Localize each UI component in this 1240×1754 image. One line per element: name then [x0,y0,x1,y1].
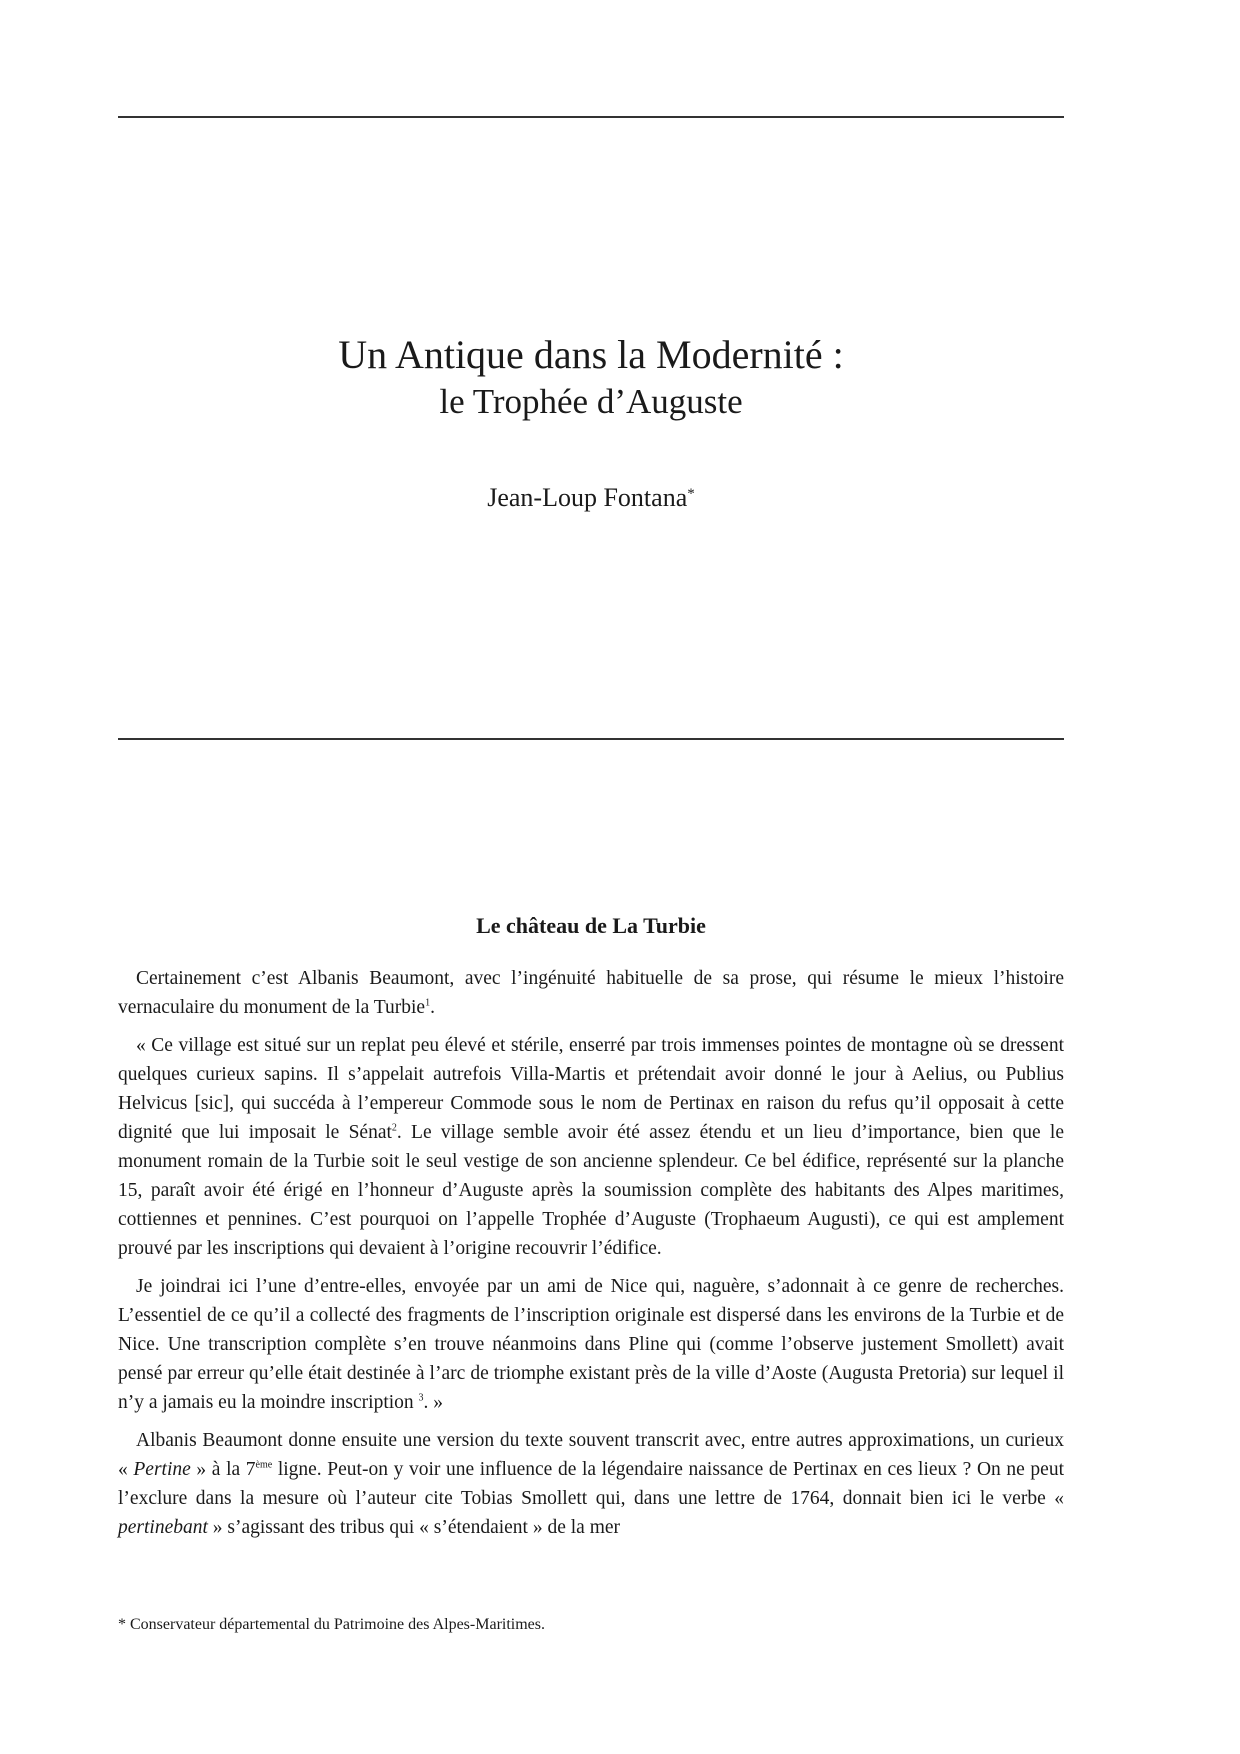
author-footnote-marker: * [687,486,695,502]
paragraph-3-text-a: Je joindrai ici l’une d’entre-elles, envoyée par un ami de Nice qui, naguère, s’adonnait à ce genre de recherches. L’essentiel de ce qu’il a collecté des fragments de l’inscription originale est dispersé dans les environs de la Turbie et de Nice. Une transcription complète s’en trouve néanmoins dans Pline qui (comme l’observe justement Smollett) avait pensé par erreur qu’elle était destinée à l’arc de triomphe existant près de la ville d’Aoste (Augusta Pretoria) sur lequel il n’y a jamais eu la moindre inscription [118,1276,1064,1413]
article-subtitle: le Trophée d’Auguste [439,382,743,421]
paragraph-4-emphasis-2: pertinebant [118,1517,208,1538]
paragraph-1 [118,964,1064,1022]
section-heading: Le château de La Turbie [476,913,706,938]
paragraph-1-end: . [430,997,435,1018]
footnote: * Conservateur départemental du Patrimoine des Alpes-Maritimes. [118,1616,545,1633]
paragraph-4-text-d: » s’agissant des tribus qui « s’étendaient » de la mer [207,1517,621,1538]
paragraph-4-emphasis-1: Pertine [133,1459,191,1480]
paragraph-2-text-b: . Le village semble avoir été assez étendu et un lieu d’importance, bien que le monument romain de la Turbie soit le seul vestige de son ancienne splendeur. Ce bel édifice, représenté sur la planche 15, paraît avoir été érigé en l’honneur d’Auguste après la soumission complète des habitants des Alpes maritimes, cottiennes et pennines. C’est pourquoi on l’appelle Trophée d’Auguste (Trophaeum Augusti), ce qui est amplement prouvé par les inscriptions qui devaient à l’origine recouvrir l’édifice. [118,1122,1064,1259]
middle-rule [118,738,1064,740]
body-text [118,964,1064,1551]
title-block [118,330,1064,424]
note-ref-3: 3 [418,1392,424,1404]
author-line [118,482,1064,514]
paragraph-4 [118,1426,1064,1542]
paragraph-4-text-c: ligne. Peut-on y voir une influence de la légendaire naissance de Pertinax en ces lieux ? On ne peut l’exclure dans la mesure où l’auteur cite Tobias Smollett qui, dans une lettre de 1764, donnait bien ici le verbe « [118,1459,1065,1509]
ordinal-suffix: ème [255,1459,273,1471]
top-rule [118,116,1064,118]
article-title: Un Antique dans la Modernité : [338,332,844,377]
paragraph-1-text: Certainement c’est Albanis Beaumont, avec l’ingénuité habituelle de sa prose, qui résume le mieux l’histoire vernaculaire du monument de la Turbie [118,968,1064,1018]
paragraph-3-text-b: . » [423,1392,444,1413]
note-ref-1: 1 [425,997,431,1009]
note-ref-2: 2 [391,1122,397,1134]
paragraph-2-text-a: « Ce village est situé sur un replat peu élevé et stérile, enserré par trois immenses pointes de montagne où se dressent quelques curieux sapins. Il s’appelait autrefois Villa-Martis et prétendait avoir donné le jour à Aelius, ou Publius Helvicus [sic], qui succéda à l’empereur Commode sous le nom de Pertinax en raison du refus qu’il opposait à cette dignité que lui imposait le Sénat [118,1035,1064,1143]
paragraph-3 [118,1272,1064,1417]
paragraph-4-text-b: » à la 7 [190,1459,256,1480]
paragraph-4-text-a: Albanis Beaumont donne ensuite une version du texte souvent transcrit avec, entre autres approximations, un curieux « [118,1430,1064,1480]
author-name: Jean-Loup Fontana [487,483,688,512]
paragraph-2 [118,1031,1064,1263]
